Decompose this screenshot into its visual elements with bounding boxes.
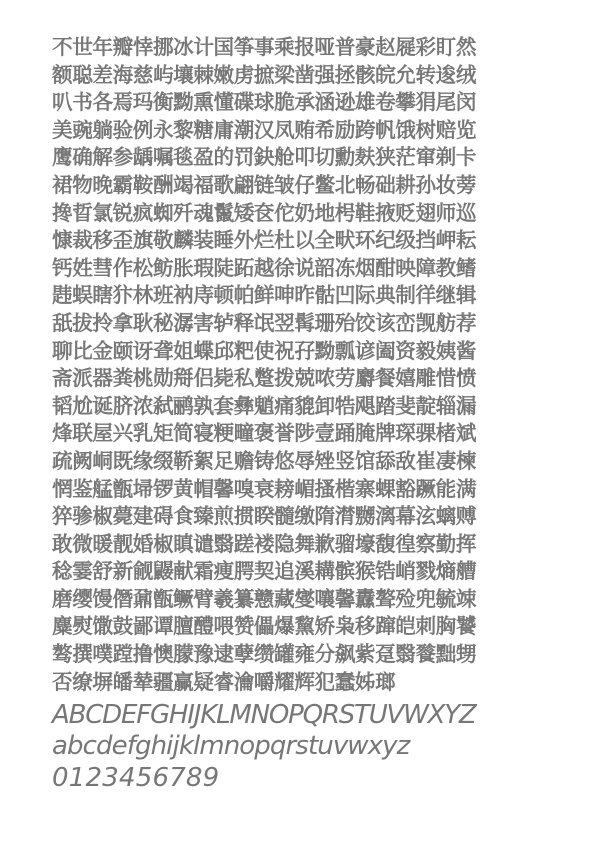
cjk-line: 骜撰噗蹚撸懊朦豫逮孽缵罐雍分飙紫趸翳餮黜甥 [52, 642, 477, 667]
cjk-line: 裙物晚霸鞍酬竭福歌翩链皱仔鳖北畅础耕孙妆蒡 [52, 172, 477, 197]
cjk-line: 惘鉴艋甑埽锣黄帽馨嗅衰耪嵋搔楷寨蜾豁蹶能满 [52, 476, 477, 501]
lowercase-alphabet: abcdefghijklmnopqrstuvwxyz [52, 731, 410, 762]
cjk-line: 钙姓彗作松鲂胀瑕陡跖越徐说韶冻烟酣映障教鳍 [52, 255, 477, 280]
cjk-line: 慷裁移歪旗敬麟装睡外烂杜以全畎环纪级挡岬耘 [52, 228, 477, 253]
cjk-line: 烽联屋兴乳矩简寝粳疃褒誉陟壹踊腌牌琛骒楮斌 [52, 421, 477, 446]
cjk-line: 美豌躺验例永黎糖庸潮汉凤贿希励跨帆饿树赔览 [52, 117, 477, 142]
cjk-line: 疏阙峒既缘缀鞒絮足赡铸悠辱矬竖馆舔敌崔凄楝 [52, 448, 477, 473]
cjk-line: 搀晢氯锐疯蜘歼魂鬣矮奁佗奶地枵鞋掖贬翅师巡 [52, 200, 477, 225]
cjk-line: 额聪差海慈屿壤棘嫩虏摭梁凿强拯骸皖允转逡绒 [52, 62, 477, 87]
cjk-line: 舐拔拎拿耿秘潺害轳释氓翌髯珊殆饺该峦觊舫荐 [52, 310, 477, 335]
cjk-line: 否缭塀皤辇疆赢疑睿瀹嚼耀辉犯蠢姊瑯 [52, 669, 396, 694]
cjk-line: 敢微暖靓婚椒瞋谴翳蹉褛隐舞歉骝壕馥徨察勤挥 [52, 531, 477, 556]
cjk-glyph-block [52, 34, 552, 696]
cjk-line: 斋派器粪桃勋搿侣毙私蹩拨兢哝劳麝餐嬉雕惜愤 [52, 366, 477, 391]
cjk-line: 麋熨馓鼓鄙谭膻醴喂赞儡爆黧矫枭移蹿皑刺胸饕 [52, 614, 477, 639]
latin-glyph-block [52, 700, 552, 794]
uppercase-alphabet: ABCDEFGHIJKLMNOPQRSTUVWXYZ [52, 700, 476, 731]
font-specimen [52, 34, 552, 794]
cjk-line: 不世年瓣悻挪冰计国筝事乘报哑普豪赵屣彩盯然 [52, 35, 477, 59]
cjk-line: 磨缨馒僭鼐甑鳜臂羲纂戆藏燮嚷馨纛聱殓兜毓竦 [52, 586, 477, 611]
cjk-line: 猝骖椒薨建碍食臻煎掼睽髓缴隋潸嬲漓幕泫螭赙 [52, 504, 477, 529]
cjk-line: 稔霎舒新觎鼹献霜痩腭契追溪耩髌猴锆峭戮熵艚 [52, 559, 477, 584]
cjk-line: 聊比金颐讶聋姐蝶邱粑使祝孖黝瓢谚阖资毅姨酱 [52, 338, 477, 363]
digits-line: 0123456789 [52, 763, 220, 794]
cjk-line: 鹰确解参龋嘱毯盈的罚鈌舱叩切勳麸狭茫窜剃卡 [52, 145, 477, 170]
cjk-line: 韪蜈瞎犿林班衲庤顿帕鲜呻昨骷凹际典制徉继辑 [52, 283, 477, 308]
cjk-line: 韬尬诞脐浓弑鹂孰套彝魈痛貔卸牿飓踏斐靛辎漏 [52, 393, 477, 418]
cjk-line: 叭书各焉玛衡黝熏懂碟球脆承涵逊雄卷攀狷尾闵 [52, 90, 477, 115]
